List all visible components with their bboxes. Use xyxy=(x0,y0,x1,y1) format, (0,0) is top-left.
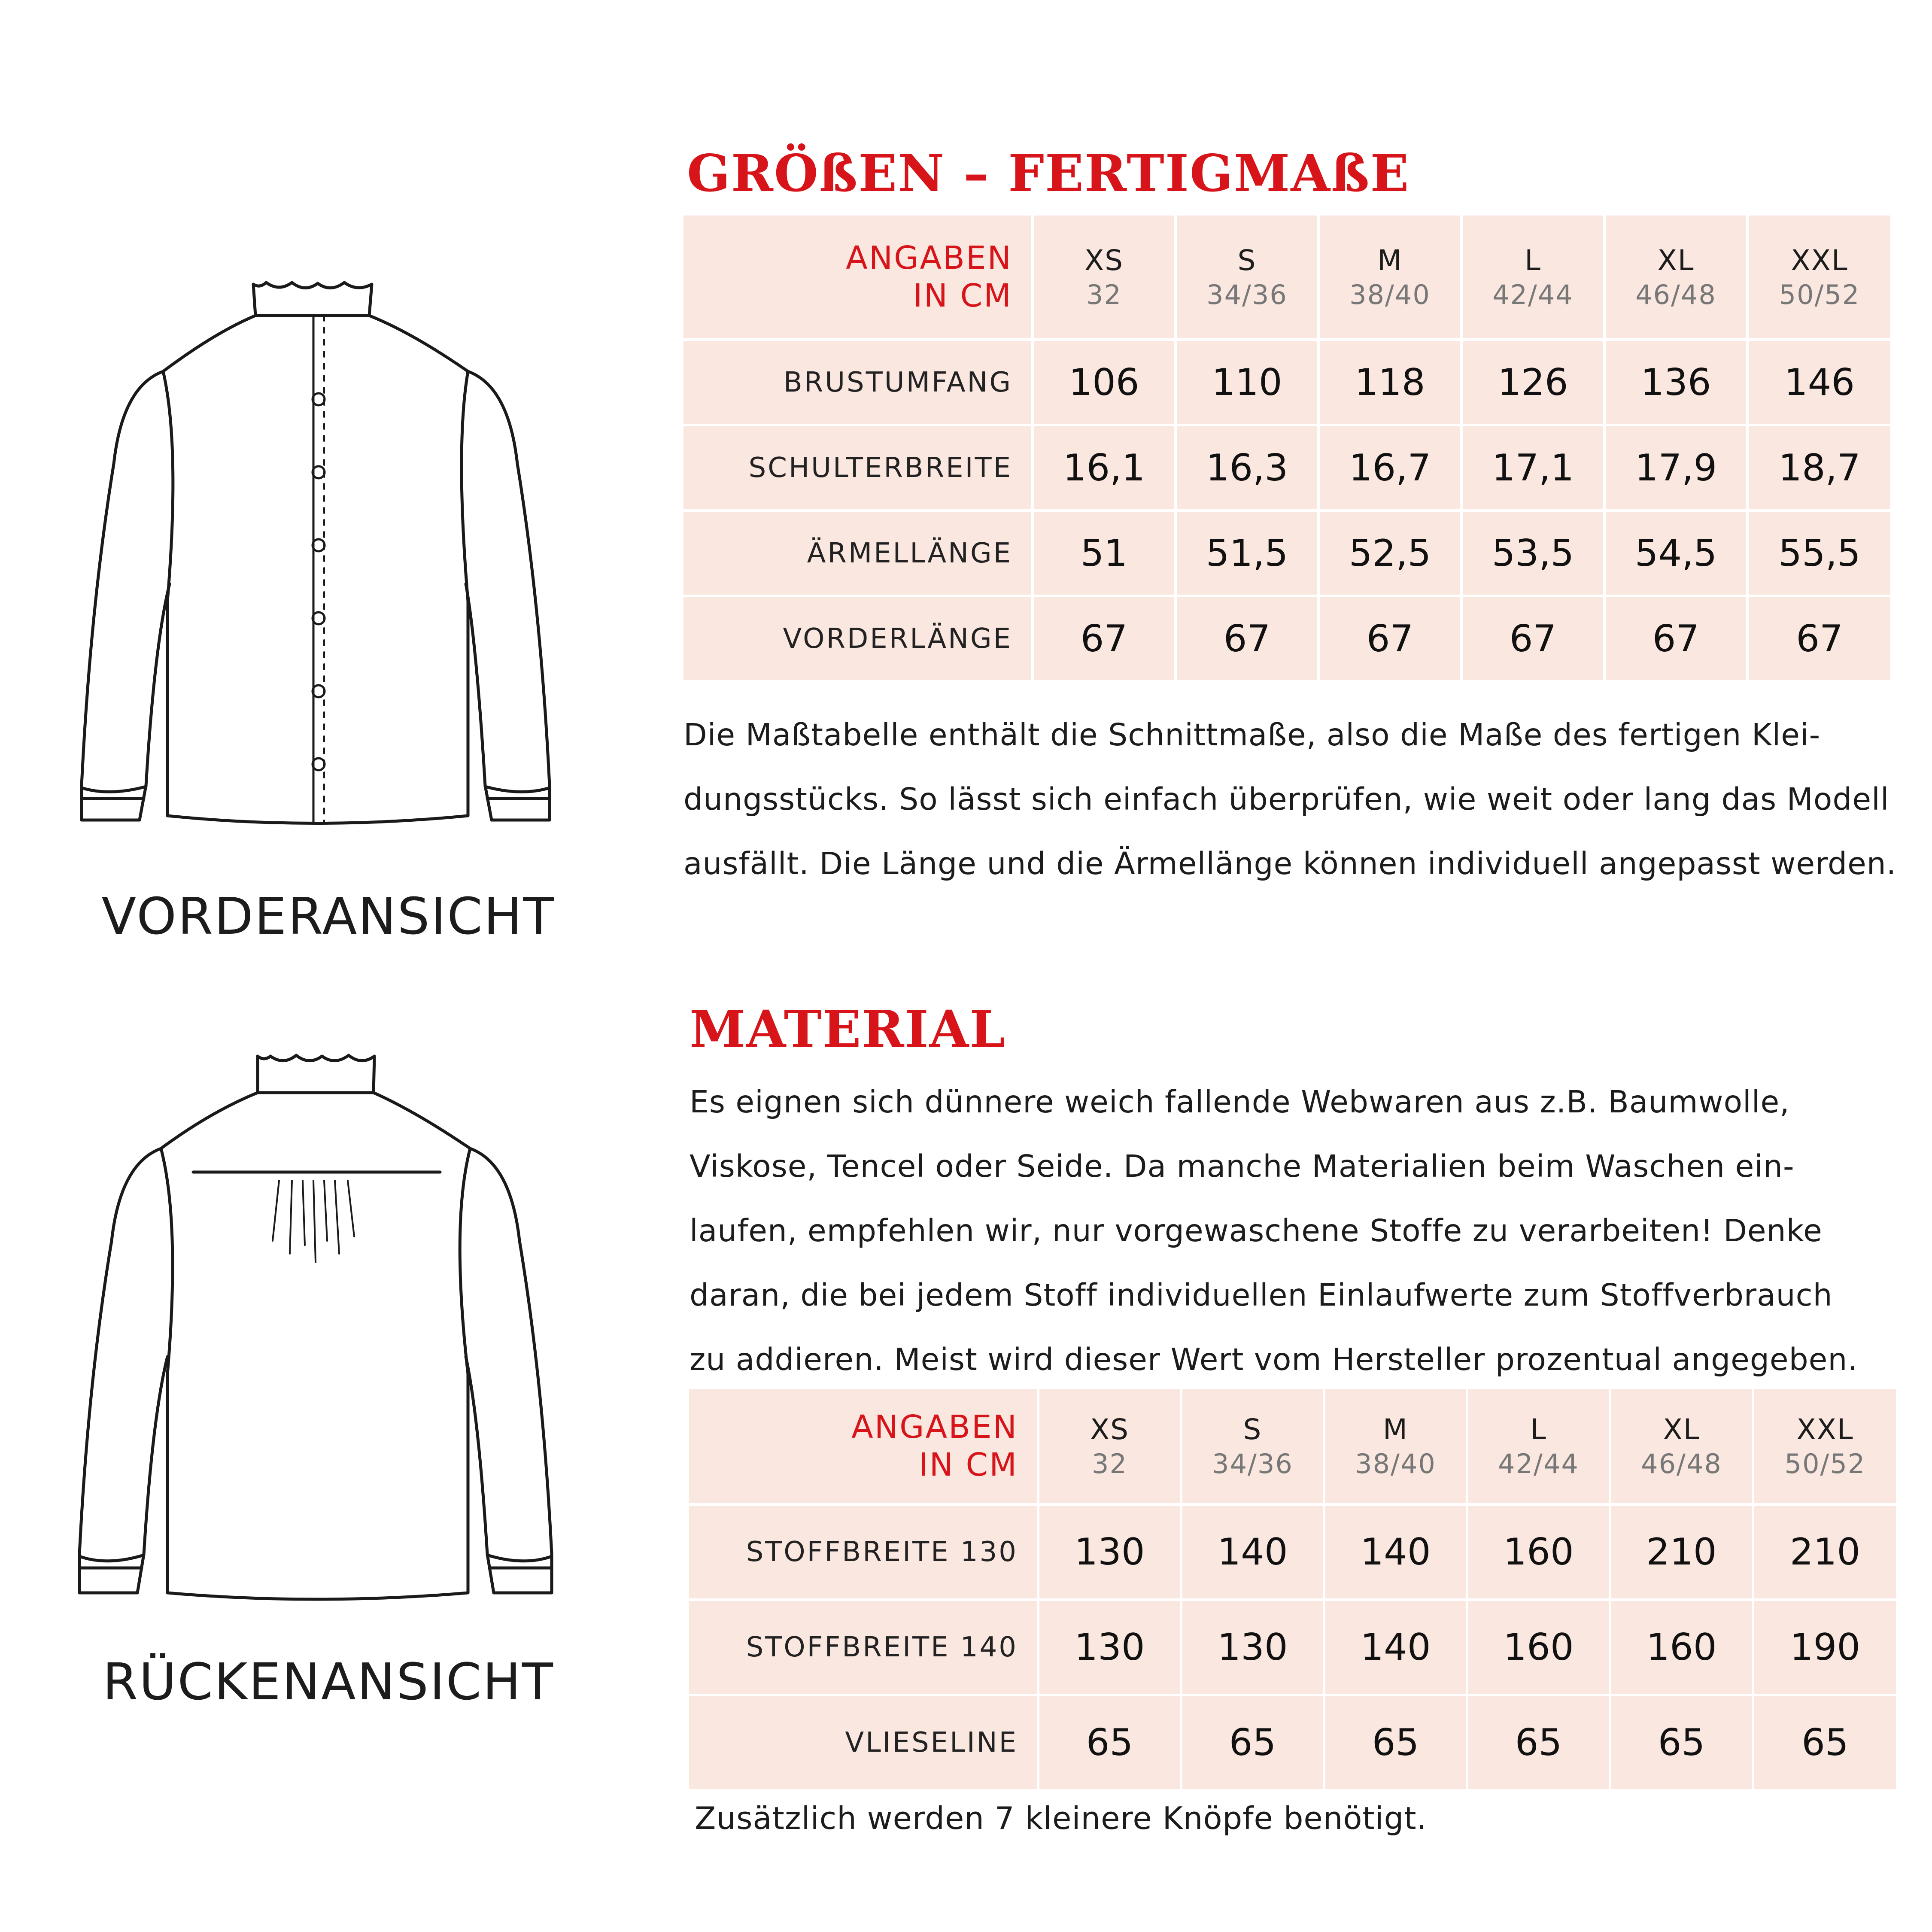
table-cell: 18,7 xyxy=(1747,425,1890,510)
table-cell: 17,9 xyxy=(1604,425,1747,510)
text-line: zu addieren. Meist wird dieser Wert vom Hersteller prozentual angegeben. xyxy=(690,1342,1858,1377)
sleeve-right xyxy=(466,1148,552,1593)
table-cell: 67 xyxy=(1604,596,1747,680)
size-number: 46/48 xyxy=(1641,1448,1722,1479)
size-header-l xyxy=(1467,1389,1610,1504)
size-header-s xyxy=(1176,216,1318,340)
size-header-m xyxy=(1324,1389,1467,1504)
row-label: BRUSTUMFANG xyxy=(683,340,1033,425)
row-label: STOFFBREITE 140 xyxy=(689,1600,1038,1695)
size-code: S xyxy=(1237,244,1257,277)
text-line: daran, die bei jedem Stoff individuellen Einlaufwerte zum Stoffverbrauch xyxy=(690,1277,1833,1313)
table-cell: 118 xyxy=(1318,340,1461,425)
size-code: XL xyxy=(1663,1413,1700,1446)
size-code: M xyxy=(1383,1413,1408,1446)
size-code: L xyxy=(1525,244,1541,277)
table-cell: 65 xyxy=(1181,1695,1324,1789)
shoulder-line xyxy=(369,316,468,371)
table-cell: 210 xyxy=(1610,1504,1753,1600)
shoulder-line xyxy=(374,1093,470,1148)
cuff-left xyxy=(79,1555,144,1568)
sizes-note xyxy=(683,703,1896,896)
front-view-sketch xyxy=(39,258,614,850)
units-header-line2: IN CM xyxy=(913,277,1012,314)
size-code: XS xyxy=(1084,244,1124,277)
front-view-caption: VORDERANSICHT xyxy=(101,887,556,946)
sizes-table xyxy=(683,216,1890,680)
material-table xyxy=(689,1389,1896,1789)
table-row xyxy=(683,596,1890,680)
table-cell: 52,5 xyxy=(1318,510,1461,596)
sleeve-right xyxy=(466,371,550,820)
table-row xyxy=(689,1504,1896,1600)
table-cell: 65 xyxy=(1753,1695,1896,1789)
size-header-xl xyxy=(1610,1389,1753,1504)
size-number: 32 xyxy=(1092,1448,1127,1479)
size-code: L xyxy=(1530,1413,1547,1446)
body-outline xyxy=(161,1148,470,1599)
table-cell: 16,7 xyxy=(1318,425,1461,510)
size-number: 50/52 xyxy=(1784,1448,1866,1479)
gathers xyxy=(273,1181,354,1262)
shoulder-line xyxy=(163,316,255,371)
back-view-sketch xyxy=(39,1039,614,1614)
text-line: laufen, empfehlen wir, nur vorgewaschene Stoffe zu verarbeiten! Denke xyxy=(690,1213,1823,1249)
text-line: Die Maßtabelle enthält die Schnittmaße, also die Maße des fertigen Klei- xyxy=(683,717,1821,753)
table-row xyxy=(689,1600,1896,1695)
row-label: VORDERLÄNGE xyxy=(683,596,1033,680)
size-number: 46/48 xyxy=(1635,279,1716,310)
cuff-left xyxy=(82,787,146,799)
table-cell: 65 xyxy=(1038,1695,1181,1789)
size-number: 38/40 xyxy=(1349,279,1431,310)
size-header-s xyxy=(1181,1389,1324,1504)
size-code: XL xyxy=(1657,244,1695,277)
text-line: ausfällt. Die Länge und die Ärmellänge können individuell angepasst werden. xyxy=(683,846,1897,881)
table-cell: 67 xyxy=(1747,596,1890,680)
material-heading: MATERIAL xyxy=(690,999,1006,1059)
row-label: STOFFBREITE 130 xyxy=(689,1504,1038,1600)
table-cell: 67 xyxy=(1176,596,1318,680)
table-cell: 65 xyxy=(1467,1695,1610,1789)
cuff-right xyxy=(485,787,550,799)
row-label: SCHULTERBREITE xyxy=(683,425,1033,510)
sizes-heading: GRÖßEN – FERTIGMAßE xyxy=(687,143,1410,203)
body-outline xyxy=(163,371,468,823)
table-row xyxy=(683,510,1890,596)
table-cell: 126 xyxy=(1461,340,1604,425)
buttons-note: Zusätzlich werden 7 kleinere Knöpfe benötigt. xyxy=(695,1800,1427,1836)
table-cell: 16,3 xyxy=(1176,425,1318,510)
table-header-row xyxy=(683,216,1890,340)
table-cell: 53,5 xyxy=(1461,510,1604,596)
table-cell: 54,5 xyxy=(1604,510,1747,596)
text-line: dungsstücks. So lässt sich einfach überprüfen, wie weit oder lang das Modell xyxy=(683,781,1889,817)
table-cell: 51 xyxy=(1033,510,1176,596)
table-cell: 65 xyxy=(1324,1695,1467,1789)
table-cell: 146 xyxy=(1747,340,1890,425)
table-cell: 17,1 xyxy=(1461,425,1604,510)
text-line: Es eignen sich dünnere weich fallende Webwaren aus z.B. Baumwolle, xyxy=(690,1084,1790,1120)
units-header xyxy=(689,1389,1038,1504)
table-cell: 160 xyxy=(1610,1600,1753,1695)
size-number: 34/36 xyxy=(1212,1448,1293,1479)
table-cell: 160 xyxy=(1467,1504,1610,1600)
table-cell: 130 xyxy=(1038,1504,1181,1600)
size-number: 42/44 xyxy=(1498,1448,1579,1479)
table-row xyxy=(683,340,1890,425)
size-code: XXL xyxy=(1796,1413,1854,1446)
table-cell: 130 xyxy=(1181,1600,1324,1695)
units-header-line1: ANGABEN xyxy=(846,240,1012,276)
back-view-caption: RÜCKENANSICHT xyxy=(103,1652,554,1711)
sleeve-left xyxy=(82,371,170,820)
size-number: 42/44 xyxy=(1492,279,1574,310)
size-header-m xyxy=(1318,216,1461,340)
size-code: XXL xyxy=(1791,244,1848,277)
table-cell: 110 xyxy=(1176,340,1318,425)
table-row xyxy=(689,1695,1896,1789)
table-cell: 51,5 xyxy=(1176,510,1318,596)
table-cell: 67 xyxy=(1318,596,1461,680)
table-cell: 130 xyxy=(1038,1600,1181,1695)
table-cell: 140 xyxy=(1324,1504,1467,1600)
text-line: Viskose, Tencel oder Seide. Da manche Materialien beim Waschen ein- xyxy=(690,1148,1795,1184)
size-header-xl xyxy=(1604,216,1747,340)
size-number: 32 xyxy=(1086,279,1122,310)
table-cell: 106 xyxy=(1033,340,1176,425)
shoulder-line xyxy=(161,1093,258,1148)
size-header-xs xyxy=(1038,1389,1181,1504)
table-cell: 160 xyxy=(1467,1600,1610,1695)
cuff-right xyxy=(487,1555,552,1568)
table-cell: 190 xyxy=(1753,1600,1896,1695)
size-number: 50/52 xyxy=(1779,279,1860,310)
row-label: VLIESELINE xyxy=(689,1695,1038,1789)
table-cell: 210 xyxy=(1753,1504,1896,1600)
table-row xyxy=(683,425,1890,510)
ruffle-collar xyxy=(253,283,372,316)
size-number: 38/40 xyxy=(1355,1448,1436,1479)
table-cell: 67 xyxy=(1033,596,1176,680)
table-cell: 136 xyxy=(1604,340,1747,425)
units-header-line1: ANGABEN xyxy=(851,1409,1018,1446)
table-cell: 67 xyxy=(1461,596,1604,680)
sleeve-left xyxy=(79,1148,167,1593)
size-header-xxl xyxy=(1747,216,1890,340)
units-header xyxy=(683,216,1033,340)
table-cell: 16,1 xyxy=(1033,425,1176,510)
table-header-row xyxy=(689,1389,1896,1504)
table-cell: 140 xyxy=(1181,1504,1324,1600)
ruffle-collar xyxy=(258,1055,374,1093)
table-cell: 140 xyxy=(1324,1600,1467,1695)
size-code: S xyxy=(1243,1413,1262,1446)
size-header-xxl xyxy=(1753,1389,1896,1504)
material-text xyxy=(690,1070,1858,1392)
units-header-line2: IN CM xyxy=(918,1446,1018,1483)
table-cell: 65 xyxy=(1610,1695,1753,1789)
size-code: M xyxy=(1377,244,1403,277)
size-number: 34/36 xyxy=(1206,279,1288,310)
size-code: XS xyxy=(1090,1413,1130,1446)
size-header-xs xyxy=(1033,216,1176,340)
row-label: ÄRMELLÄNGE xyxy=(683,510,1033,596)
size-header-l xyxy=(1461,216,1604,340)
table-cell: 55,5 xyxy=(1747,510,1890,596)
